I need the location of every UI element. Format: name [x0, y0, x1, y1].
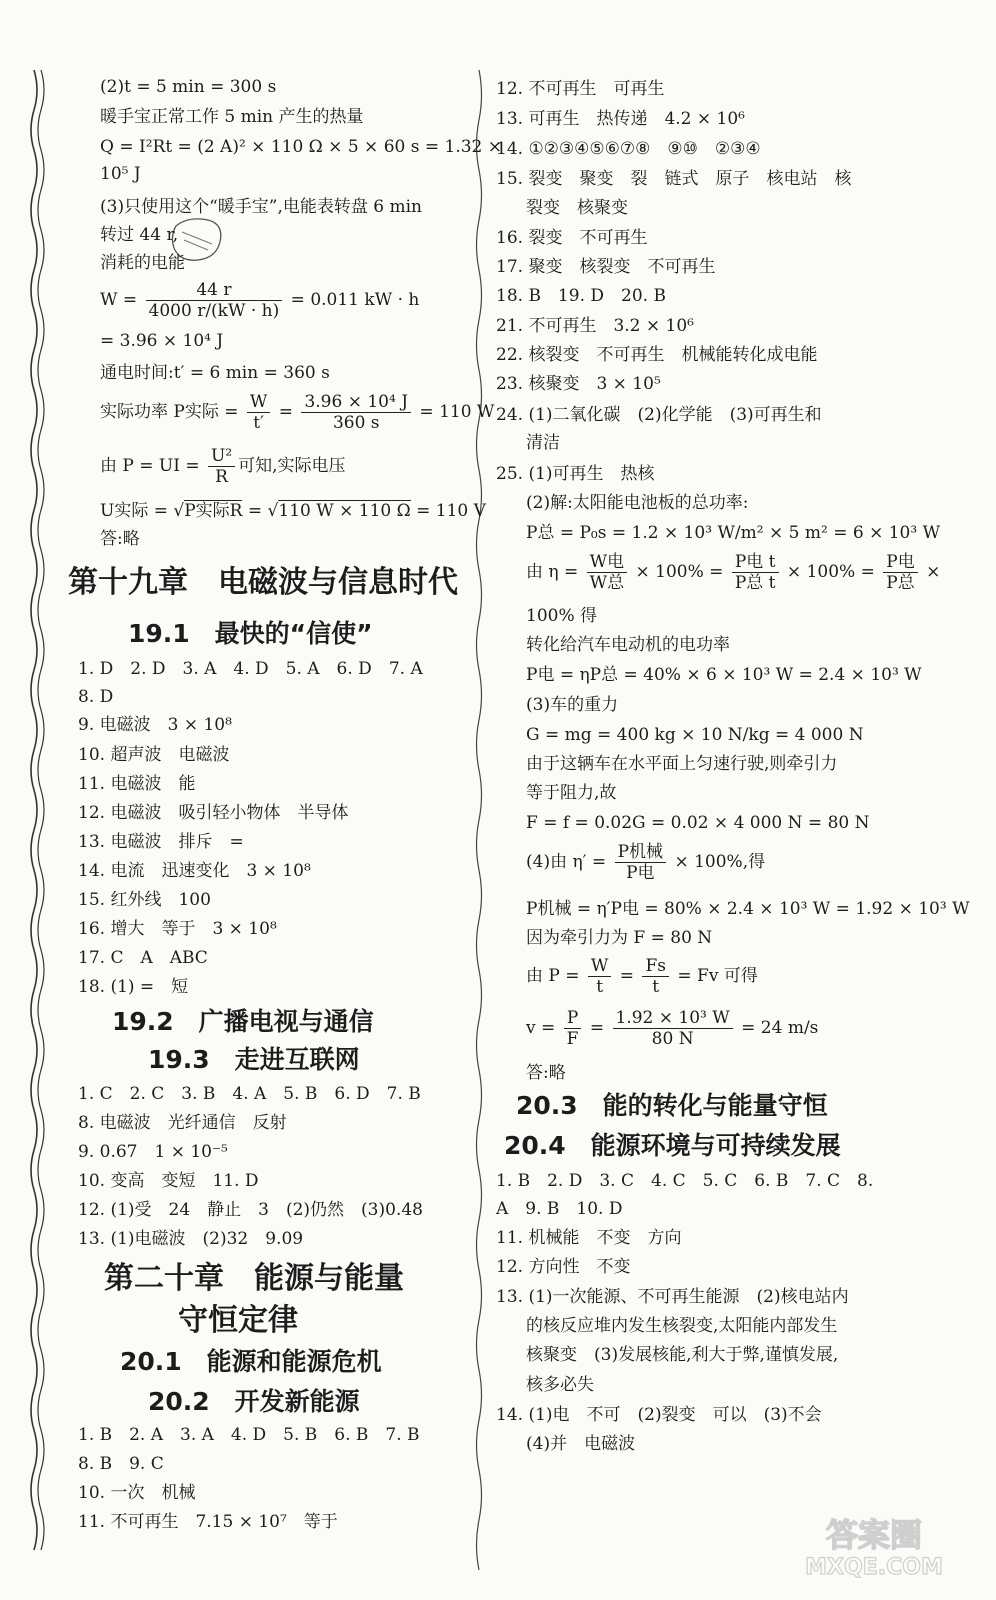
section-title: 20.4 能源环境与可持续发展 — [504, 1131, 841, 1160]
fraction — [732, 552, 779, 593]
fraction — [587, 552, 627, 593]
answer-line: 16. 裂变 不可再生 — [496, 228, 648, 248]
answer-line: 14. 电流 迅速变化 3 × 10⁸ — [78, 861, 311, 881]
answer-line: P总 = P₀s = 1.2 × 10³ W/m² × 5 m² = 6 × 10³ W — [526, 523, 941, 543]
section-title: 19.3 走进互联网 — [148, 1045, 360, 1074]
formula-text: (4)由 η′ = — [526, 852, 612, 872]
answer-line: 1. B 2. D 3. C 4. C 5. C 6. B 7. C 8. — [496, 1171, 874, 1191]
formula-text: v = — [526, 1018, 561, 1038]
answer-line: 11. 机械能 不变 方向 — [496, 1228, 682, 1248]
numerator: 1.92 × 10³ W — [613, 1008, 733, 1029]
answer-line: 15. 红外线 100 — [78, 890, 211, 910]
efficiency-formula — [526, 552, 940, 593]
answer-line: 23. 核聚变 3 × 10⁵ — [496, 374, 661, 394]
answer-line: = 3.96 × 10⁴ J — [100, 331, 224, 351]
formula-text: 可知,实际电压 — [238, 456, 346, 476]
formula-text: = — [242, 501, 268, 521]
answer-line: 12. 不可再生 可再生 — [496, 79, 665, 99]
numerator: P — [564, 1008, 582, 1029]
fraction — [247, 392, 270, 433]
answer-line: 14. (1)电 不可 (2)裂变 可以 (3)不会 — [496, 1405, 822, 1425]
answer-line: 13. (1)一次能源、不可再生能源 (2)核电站内 — [496, 1287, 849, 1307]
answer-line: F = f = 0.02G = 0.02 × 4 000 N = 80 N — [526, 813, 870, 833]
formula-text: × — [920, 562, 941, 582]
answer-line: P电 = ηP总 = 40% × 6 × 10³ W = 2.4 × 10³ W — [526, 665, 922, 685]
answer-line: (2)t = 5 min = 300 s — [100, 77, 277, 97]
answer-line: 的核反应堆内发生核裂变,太阳能内部发生 — [526, 1316, 838, 1336]
formula-text: U实际 = — [100, 501, 174, 521]
numerator: 44 r — [146, 280, 283, 301]
chapter-title-cont: 守恒定律 — [178, 1303, 298, 1338]
answer-line: 12. 方向性 不变 — [496, 1257, 631, 1277]
answer-line: (4)并 电磁波 — [526, 1434, 636, 1454]
answer-line: 10. 一次 机械 — [78, 1483, 196, 1503]
answer-line: 21. 不可再生 3.2 × 10⁶ — [496, 316, 694, 336]
radicand: P实际R — [184, 501, 243, 521]
answer-line: P机械 = η′P电 = 80% × 2.4 × 10³ W = 1.92 × 10³ W — [526, 899, 970, 919]
formula-text: = 0.011 kW · h — [285, 290, 420, 310]
answer-line: 转化给汽车电动机的电功率 — [526, 635, 730, 655]
answer-line: 答:略 — [100, 529, 140, 549]
numerator: W — [247, 392, 270, 413]
answer-line: 8. 电磁波 光纤通信 反射 — [78, 1113, 287, 1133]
answer-line: 裂变 核聚变 — [526, 198, 628, 218]
answer-line: 1. C 2. C 3. B 4. A 5. B 6. D 7. B — [78, 1084, 421, 1104]
formula-text: = — [584, 1018, 610, 1038]
answer-line: 25. (1)可再生 热核 — [496, 464, 655, 484]
answer-line: 12. 电磁波 吸引轻小物体 半导体 — [78, 803, 349, 823]
answer-line: 10. 变高 变短 11. D — [78, 1171, 259, 1191]
denominator: t — [596, 977, 604, 997]
numerator: P电 — [883, 552, 917, 573]
velocity-formula — [526, 1008, 818, 1049]
fraction — [883, 552, 917, 593]
voltage-formula — [100, 446, 346, 487]
answer-line: 10⁵ J — [100, 164, 141, 184]
formula-text: 由 η = — [526, 562, 584, 582]
answer-line: 8. D — [78, 687, 114, 707]
denominator: W总 — [589, 573, 625, 593]
formula-text: 由 P = UI = — [100, 456, 205, 476]
answer-line: 10. 超声波 电磁波 — [78, 745, 230, 765]
answer-line: 17. 聚变 核裂变 不可再生 — [496, 257, 716, 277]
answer-line: 等于阻力,故 — [526, 783, 617, 803]
formula-text: × 100% = — [630, 562, 729, 582]
answer-line: 15. 裂变 聚变 裂 链式 原子 核电站 核 — [496, 169, 852, 189]
fraction — [615, 842, 666, 883]
answer-line: 18. B 19. D 20. B — [496, 286, 666, 306]
denominator: t′ — [253, 413, 264, 433]
formula-text: 由 P = — [526, 966, 585, 986]
answer-line: 17. C A ABC — [78, 948, 208, 968]
denominator: P电 — [626, 863, 655, 883]
numerator: P机械 — [615, 842, 666, 863]
answer-line: Q = I²Rt = (2 A)² × 110 Ω × 5 × 60 s = 1.32 × — [100, 137, 503, 157]
answer-line: (3)只使用这个“暖手宝”,电能表转盘 6 min — [100, 197, 422, 217]
answer-line: 由于这辆车在水平面上匀速行驶,则牵引力 — [526, 754, 838, 774]
numerator: U² — [208, 446, 235, 467]
denominator: R — [215, 467, 228, 487]
mech-efficiency-formula — [526, 842, 765, 883]
answer-line: 1. B 2. A 3. A 4. D 5. B 6. B 7. B — [78, 1425, 420, 1445]
formula-text: = 110 W — [414, 402, 495, 422]
formula-text: = 110 V — [410, 501, 486, 521]
answer-line: 通电时间:t′ = 6 min = 360 s — [100, 363, 330, 383]
answer-line: 8. B 9. C — [78, 1454, 164, 1474]
fraction — [208, 446, 235, 487]
formula-text: W = — [100, 290, 143, 310]
section-title: 19.2 广播电视与通信 — [112, 1007, 374, 1036]
answer-line: 13. (1)电磁波 (2)32 9.09 — [78, 1229, 304, 1249]
answer-line: 转过 44 r, — [100, 225, 179, 245]
sqrt-formula: U实际 = √P实际R = √110 W × 110 Ω = 110 V — [100, 501, 486, 521]
answer-line: 答:略 — [526, 1063, 566, 1083]
denominator: 80 N — [651, 1029, 694, 1049]
fraction — [613, 1008, 733, 1049]
numerator: W电 — [587, 552, 627, 573]
fraction — [642, 956, 669, 997]
formula-text: = — [614, 966, 640, 986]
answer-line: 消耗的电能 — [100, 253, 185, 273]
numerator: W — [588, 956, 611, 977]
answer-line: 12. (1)受 24 静止 3 (2)仍然 (3)0.48 — [78, 1200, 423, 1220]
formula-text: × 100%,得 — [669, 852, 766, 872]
section-title: 19.1 最快的“信使” — [128, 619, 373, 648]
denominator: F — [566, 1029, 579, 1049]
answer-line: 11. 不可再生 7.15 × 10⁷ 等于 — [78, 1512, 338, 1532]
answer-line: 核聚变 (3)发展核能,利大于弊,谨慎发展, — [526, 1345, 839, 1365]
answer-line: 9. 0.67 1 × 10⁻⁵ — [78, 1142, 228, 1162]
answer-line: 因为牵引力为 F = 80 N — [526, 928, 713, 948]
denominator: 360 s — [332, 413, 380, 433]
watermark-logo-icon — [774, 1512, 974, 1582]
svg-text:答案圈: 答案圈 — [825, 1516, 923, 1554]
answer-line: 13. 可再生 热传递 4.2 × 10⁶ — [496, 109, 745, 129]
denominator: P总 — [886, 573, 915, 593]
answer-line: (2)解:太阳能电池板的总功率: — [526, 493, 749, 513]
answer-line: 暖手宝正常工作 5 min 产生的热量 — [100, 107, 364, 127]
answer-line: 13. 电磁波 排斥 = — [78, 832, 244, 852]
formula-text: = Fv 可得 — [671, 966, 758, 986]
fraction — [301, 392, 411, 433]
chapter-title: 第十九章 电磁波与信息时代 — [68, 565, 458, 600]
fraction — [564, 1008, 582, 1049]
section-title: 20.2 开发新能源 — [148, 1387, 360, 1416]
power-velocity-formula — [526, 956, 758, 997]
answer-line: 100% 得 — [526, 606, 598, 626]
energy-formula — [100, 280, 419, 321]
power-formula: 实际功率 P实际 = $\frac{W}{t'}$ = $\frac{\text{3.96 × 10⁴ J}}{360 s}$ = 110 W — [100, 392, 495, 433]
denominator: P总 t — [734, 573, 776, 593]
chapter-title: 第二十章 能源与能量 — [104, 1261, 404, 1296]
answer-line: A 9. B 10. D — [496, 1199, 623, 1219]
numerator: Fs — [642, 956, 669, 977]
numerator: 3.96 × 10⁴ J — [301, 392, 411, 413]
formula-text: = 24 m/s — [735, 1018, 819, 1038]
answer-line: 核多必失 — [526, 1375, 594, 1395]
denominator: t — [652, 977, 660, 997]
formula-text: × 100% = — [781, 562, 881, 582]
section-title: 20.1 能源和能源危机 — [120, 1347, 382, 1376]
answer-line: 14. ①②③④⑤⑥⑦⑧ ⑨⑩ ②③④ — [496, 139, 761, 159]
radicand: 110 W × 110 Ω — [278, 501, 411, 521]
answer-line: 16. 增大 等于 3 × 10⁸ — [78, 919, 277, 939]
answer-line: 18. (1) = 短 — [78, 977, 189, 997]
answer-line: 11. 电磁波 能 — [78, 774, 196, 794]
answer-line: 24. (1)二氧化碳 (2)化学能 (3)可再生和 — [496, 405, 822, 425]
fraction — [146, 280, 283, 321]
svg-text:MXQE.COM: MXQE.COM — [805, 1555, 943, 1580]
answer-line: (3)车的重力 — [526, 695, 619, 715]
formula-text: 实际功率 P实际 = — [100, 402, 244, 422]
denominator: 4000 r/(kW · h) — [148, 301, 280, 321]
answer-line: 1. D 2. D 3. A 4. D 5. A 6. D 7. A — [78, 659, 423, 679]
answer-line: G = mg = 400 kg × 10 N/kg = 4 000 N — [526, 725, 864, 745]
answer-line: 清洁 — [526, 433, 560, 453]
right-column — [496, 0, 970, 1600]
fraction — [588, 956, 611, 997]
left-wavy-border — [28, 70, 48, 1570]
section-title: 20.3 能的转化与能量守恒 — [516, 1091, 828, 1120]
answer-line: 22. 核裂变 不可再生 机械能转化成电能 — [496, 345, 818, 365]
answer-line: 9. 电磁波 3 × 10⁸ — [78, 715, 232, 735]
numerator: P电 t — [732, 552, 779, 573]
left-column — [48, 0, 503, 1600]
